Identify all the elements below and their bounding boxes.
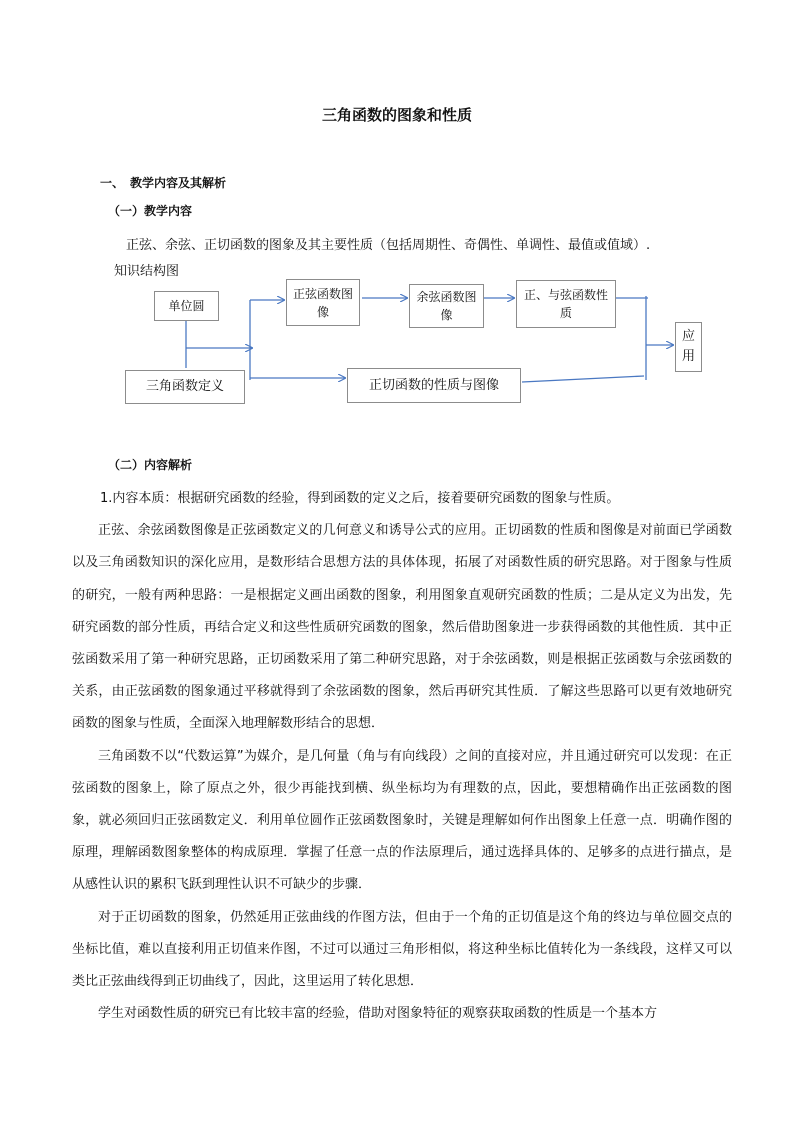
subsection-heading-analysis: （二）内容解析 xyxy=(108,458,193,472)
subsection-heading-content: （一）教学内容 xyxy=(108,204,193,218)
section-heading-1: 一、 教学内容及其解析 xyxy=(100,176,227,190)
page-title: 三角函数的图象和性质 xyxy=(321,106,472,124)
paragraph-trig-mapping: 三角函数不以“代数运算”为媒介，是几何量（角与有向线段）之间的直接对应，并且通过研究可以发现：在正弦函数的图象上，除了原点之外，很少再能找到横、纵坐标均为有理数的点，因此，要想精确作出正弦函数的图象，就必须回归正弦函数定义．利用单位圆作正弦函数图象时，关键是理解如何作出图象上任意一点．明确作图的原理，理解函数图象整体的构成原理．掌握了任意一点的作法原理后，通过选择具体的、足够多的点进行描点，是从感性认识的累积飞跃到理性认识不可缺少的步骤． xyxy=(72,748,732,893)
paragraph-essence: 1.内容本质：根据研究函数的经验，得到函数的定义之后，接着要研究函数的图象与性质。 xyxy=(100,491,620,506)
diagram-box-unit-circle: 单位圆 xyxy=(154,291,219,321)
diagram-caption: 知识结构图 xyxy=(114,264,180,279)
content-summary: 正弦、余弦、正切函数的图象及其主要性质（包括周期性、奇偶性、单调性、最值或值域）. xyxy=(126,238,651,253)
analysis-body xyxy=(72,483,732,1030)
diagram-box-application: 应 用 xyxy=(675,322,702,372)
paragraph-sine-cosine: 正弦、余弦函数图像是正弦函数定义的几何意义和诱导公式的应用。正切函数的性质和图像是对前面已学函数以及三角函数知识的深化应用，是数形结合思想方法的具体体现，拓展了对函数性质的研究思路。对于图象与性质的研究，一般有两种思路：一是根据定义画出函数的图象，利用图象直观研究函数的性质；二是从定义为出发，先研究函数的部分性质，再结合定义和这些性质研究函数的图象，然后借助图象进一步获得函数的其他性质．其中正弦函数采用了第一种研究思路，正切函数采用了第二种研究思路，对于余弦函数，则是根据正弦函数与余弦函数的关系，由正弦函数的图象通过平移就得到了余弦函数的图象，然后再研究其性质．了解这些思路可以更有效地研究函数的图象与性质，全面深入地理解数形结合的思想． xyxy=(72,523,732,732)
connector-line xyxy=(522,376,644,382)
diagram-box-sine-graph: 正弦函数图像 xyxy=(286,279,360,326)
paragraph-tangent: 对于正切函数的图象，仍然延用正弦曲线的作图方法，但由于一个角的正切值是这个角的终边与单位圆交点的坐标比值，难以直接利用正切值来作图，不过可以通过三角形相似，将这种坐标比值转化为一条线段，这样又可以类比正弦曲线得到正切曲线了，因此，这里运用了转化思想． xyxy=(72,909,732,990)
diagram-box-properties: 正、与弦函数性质 xyxy=(516,280,616,328)
diagram-box-tangent: 正切函数的性质与图像 xyxy=(347,368,521,403)
paragraph-properties: 学生对函数性质的研究已有比较丰富的经验，借助对图象特征的观察获取函数的性质是一个基本方 xyxy=(98,1006,658,1022)
diagram-box-trig-definition: 三角函数定义 xyxy=(125,370,245,404)
diagram-box-cosine-graph: 余弦函数图像 xyxy=(409,284,484,328)
